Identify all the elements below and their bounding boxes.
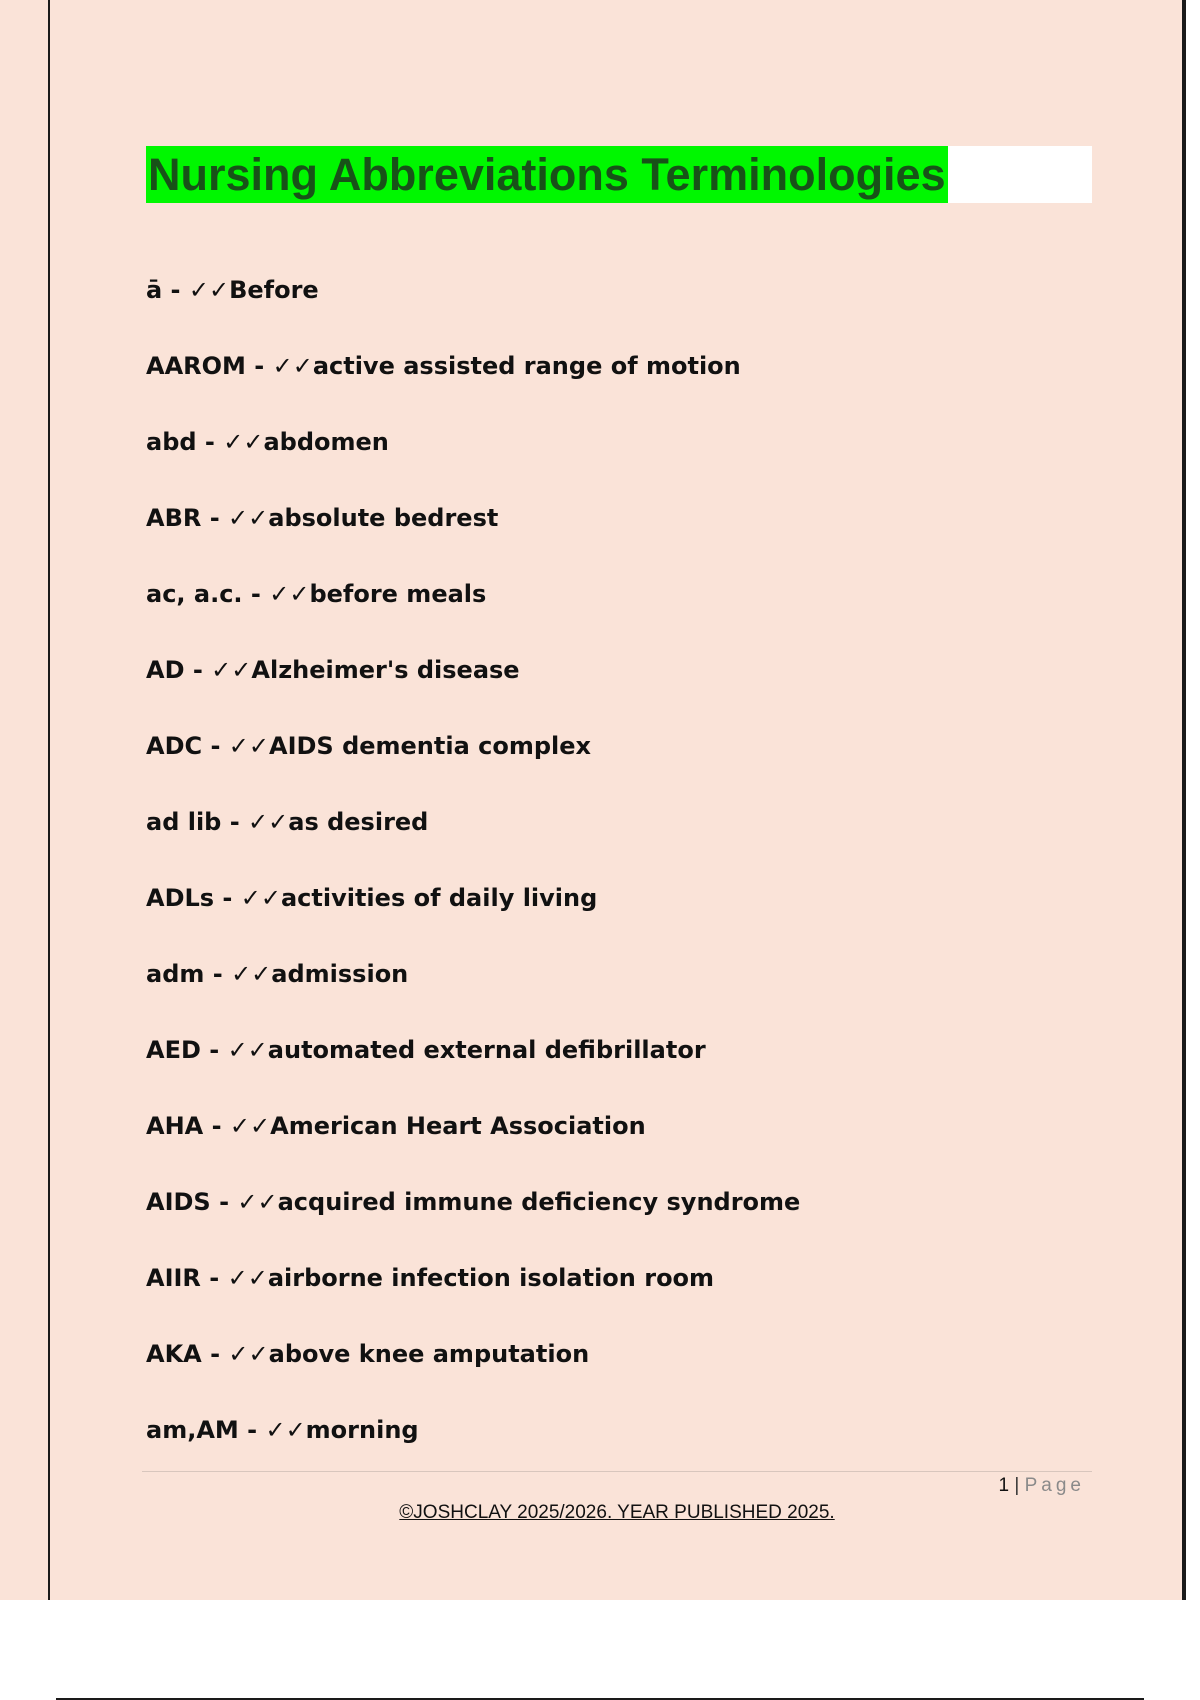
abbreviation-entry: adm - ✓✓admission — [146, 960, 409, 988]
entry-definition: absolute bedrest — [268, 504, 499, 532]
abbreviation-entry: AED - ✓✓automated external defibrillator — [146, 1036, 706, 1064]
abbreviation-entry: ā - ✓✓Before — [146, 276, 319, 304]
double-check-icon: ✓✓ — [237, 1188, 278, 1216]
page-label: Page — [1024, 1475, 1085, 1496]
entry-definition: American Heart Association — [270, 1112, 646, 1140]
entry-definition: before meals — [309, 580, 487, 608]
page-number — [999, 1473, 1085, 1499]
abbreviation-entry: ADC - ✓✓AIDS dementia complex — [146, 732, 592, 760]
double-check-icon: ✓✓ — [265, 1416, 306, 1444]
double-check-icon: ✓✓ — [231, 960, 272, 988]
entry-term: AIIR — [146, 1264, 201, 1292]
abbreviation-entry: AHA - ✓✓American Heart Association — [146, 1112, 646, 1140]
entry-term: ā — [146, 276, 163, 304]
entry-definition: morning — [305, 1416, 419, 1444]
entry-term: AD — [146, 656, 185, 684]
entry-definition: Alzheimer's disease — [251, 656, 520, 684]
entry-term: ADLs — [146, 884, 215, 912]
entry-definition: acquired immune deficiency syndrome — [277, 1188, 801, 1216]
page-number-separator: | — [1014, 1475, 1020, 1496]
entry-term: ABR — [146, 504, 202, 532]
entry-definition: admission — [271, 960, 409, 988]
entry-definition: activities of daily living — [280, 884, 598, 912]
entry-definition: airborne infection isolation room — [267, 1264, 715, 1292]
double-check-icon: ✓✓ — [228, 732, 269, 760]
entry-term: adm — [146, 960, 205, 988]
entry-term: AIDS — [146, 1188, 211, 1216]
entry-term: am,AM — [146, 1416, 239, 1444]
abbreviation-entry: AKA - ✓✓above knee amputation — [146, 1340, 590, 1368]
entry-term: AKA — [146, 1340, 202, 1368]
double-check-icon: ✓✓ — [240, 884, 281, 912]
entry-term: ADC — [146, 732, 203, 760]
entry-definition: active assisted range of motion — [312, 352, 741, 380]
double-check-icon: ✓✓ — [228, 504, 269, 532]
abbreviation-entry: AD - ✓✓Alzheimer's disease — [146, 656, 520, 684]
entry-term: AAROM — [146, 352, 246, 380]
entry-definition: AIDS dementia complex — [269, 732, 592, 760]
copyright-notice: ©JOSHCLAY 2025/2026. YEAR PUBLISHED 2025. — [399, 1502, 835, 1523]
double-check-icon: ✓✓ — [211, 656, 252, 684]
document-title: Nursing Abbreviations Terminologies — [146, 146, 948, 203]
abbreviation-entry: AAROM - ✓✓active assisted range of motion — [146, 352, 741, 380]
entry-definition: automated external defibrillator — [267, 1036, 706, 1064]
abbreviation-entry: am,AM - ✓✓morning — [146, 1416, 419, 1444]
entry-definition: abdomen — [263, 428, 389, 456]
entry-term: ad lib — [146, 808, 222, 836]
double-check-icon: ✓✓ — [227, 1036, 268, 1064]
entry-term: AED — [146, 1036, 201, 1064]
abbreviation-entry: AIDS - ✓✓acquired immune deficiency syndrome — [146, 1188, 801, 1216]
abbreviation-entry: ADLs - ✓✓activities of daily living — [146, 884, 598, 912]
entry-term: AHA — [146, 1112, 204, 1140]
double-check-icon: ✓✓ — [248, 808, 289, 836]
entry-term: ac, a.c. — [146, 580, 243, 608]
double-check-icon: ✓✓ — [269, 580, 310, 608]
double-check-icon: ✓✓ — [188, 276, 230, 304]
double-check-icon: ✓✓ — [229, 1112, 271, 1140]
entry-term: abd — [146, 428, 197, 456]
abbreviation-entry: ABR - ✓✓absolute bedrest — [146, 504, 499, 532]
double-check-icon: ✓✓ — [272, 352, 313, 380]
double-check-icon: ✓✓ — [228, 1340, 269, 1368]
abbreviation-entry: ad lib - ✓✓as desired — [146, 808, 429, 836]
double-check-icon: ✓✓ — [223, 428, 264, 456]
page-left-margin — [0, 0, 48, 1600]
footer-divider — [142, 1471, 1092, 1472]
entry-definition: above knee amputation — [268, 1340, 590, 1368]
entry-definition: Before — [229, 276, 319, 304]
abbreviation-entry: ac, a.c. - ✓✓before meals — [146, 580, 487, 608]
abbreviation-list — [146, 270, 800, 1486]
page-number-value: 1 — [998, 1475, 1010, 1496]
abbreviation-entry: AIIR - ✓✓airborne infection isolation room — [146, 1264, 715, 1292]
abbreviation-entry: abd - ✓✓abdomen — [146, 428, 389, 456]
double-check-icon: ✓✓ — [227, 1264, 268, 1292]
entry-definition: as desired — [288, 808, 429, 836]
